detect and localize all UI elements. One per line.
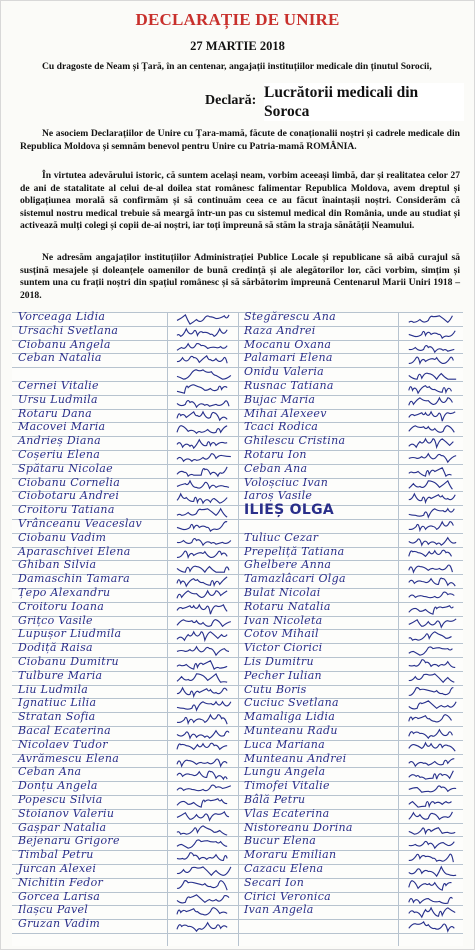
handwritten-signature (404, 410, 460, 423)
handwritten-signature (404, 341, 460, 354)
signatory-name: Ciobotaru Andrei (18, 489, 120, 503)
handwritten-signature (172, 727, 234, 740)
signatory-name: Bâlă Petru (244, 793, 306, 806)
handwritten-signature (404, 810, 460, 823)
signature-stroke (177, 619, 231, 626)
signatory-name: Raza Andrei (244, 323, 316, 337)
signature-stroke (177, 908, 227, 915)
signature-stroke (409, 618, 456, 626)
signature-stroke (409, 758, 455, 765)
signatory-name: Cutu Boris (244, 682, 307, 696)
signatory-name: Munteanu Andrei (244, 751, 347, 765)
declara-overlay-text: Lucrătorii medicali din Soroca (264, 83, 464, 121)
signature-stroke (409, 881, 452, 890)
signatory-name: Rotaru Ion (244, 448, 307, 461)
handwritten-signature (172, 341, 234, 354)
signatory-name: Rusnac Tatiana (244, 379, 334, 392)
signature-stroke (177, 577, 227, 586)
handwritten-signature (172, 437, 234, 450)
signature-stroke (177, 426, 227, 434)
signatory-name: Tcaci Rodica (244, 420, 319, 434)
signature-stroke (177, 759, 227, 766)
signature-stroke (409, 316, 453, 323)
signature-stroke (177, 494, 227, 503)
signatory-name: Cuciuc Svetlana (244, 696, 339, 710)
handwritten-signature (404, 479, 460, 492)
signature-stroke (177, 702, 231, 710)
handwritten-signature (404, 727, 460, 740)
signature-stroke (409, 411, 455, 420)
signature-stroke (177, 923, 227, 931)
signature-stroke (409, 480, 453, 488)
handwritten-signature (404, 741, 460, 754)
signature-stroke (177, 687, 227, 695)
signature-stroke (409, 701, 456, 709)
handwritten-signature (404, 837, 460, 850)
handwritten-signature (404, 658, 460, 671)
handwritten-signature (172, 617, 234, 630)
handwritten-signature (404, 782, 460, 795)
signature-stroke (409, 827, 455, 834)
signatory-name: Munteanu Radu (244, 724, 338, 737)
handwritten-signature (404, 354, 460, 367)
signature-stroke (409, 854, 454, 862)
handwritten-signature (404, 672, 460, 685)
handwritten-signature (172, 465, 234, 478)
signatory-name: Tuliuc Cezar (244, 530, 319, 544)
handwritten-signature (172, 548, 234, 561)
signatory-name: Bacal Ecaterina (18, 724, 111, 737)
signatory-name: Cernei Vitalie (18, 379, 99, 392)
signatory-name: Ciobanu Cornelia (18, 475, 121, 489)
signatory-name: Cazacu Elena (244, 862, 324, 875)
handwritten-signature (404, 603, 460, 616)
handwritten-signature (172, 534, 234, 547)
handwritten-signature (404, 327, 460, 340)
signatory-name: Victor Ciorici (244, 641, 323, 655)
signatory-name: Stegărescu Ana (244, 310, 337, 323)
signature-stroke (177, 480, 229, 487)
signature-stroke (177, 771, 227, 779)
signatory-name: Iaroș Vasile (244, 489, 313, 503)
signatory-name: Ursu Ludmila (18, 392, 98, 406)
handwritten-signature (172, 589, 234, 602)
handwritten-signature (404, 423, 460, 436)
signature-stroke (409, 398, 453, 405)
signatory-name: Andrieș Diana (18, 434, 101, 448)
signature-stroke (409, 687, 454, 695)
signature-stroke (409, 565, 453, 572)
signatory-name: Croitoru Ioana (18, 599, 105, 613)
signature-stroke (409, 538, 456, 545)
signature-stroke (177, 329, 227, 336)
signature-row (12, 353, 463, 368)
signatory-name: Timofei Vitalie (244, 779, 330, 793)
handwritten-signature (172, 423, 234, 436)
signatory-name: Mamaliga Lidia (244, 710, 336, 724)
document-title: DECLARAȚIE DE UNIRE (135, 10, 340, 29)
handwritten-signature (404, 630, 460, 643)
handwritten-signature (172, 755, 234, 768)
handwritten-signature (172, 313, 234, 326)
signatory-name: Bujac Maria (244, 392, 316, 406)
signatory-name: Liu Ludmila (18, 682, 89, 696)
signature-stroke (409, 550, 452, 556)
signature-stroke (177, 647, 229, 655)
signatory-name: Onidu Valeria (244, 365, 324, 379)
signature-stroke (177, 400, 229, 407)
signature-stroke (177, 840, 227, 848)
signature-stroke (409, 357, 454, 363)
signatory-name: Ilașcu Pavel (18, 903, 89, 917)
paragraph-3: Ne adresăm angajaților instituțiilor Administrației Publice Locale și republicane să aibă curajul să susțină mesajele și doleanțele oamenilor de bună credință și ale alegătorilor lor, căci vorbim, simțim și suntem una cu frații noștri din spațiul românesc și să sărbătorim împreună Centenarul Marii Uniri 1918 – 2018. (20, 252, 460, 301)
signature-stroke (409, 606, 454, 614)
signature-stroke (177, 538, 231, 545)
handwritten-signature (172, 603, 234, 616)
signatory-name: Mihai Alexeev (244, 406, 327, 420)
handwritten-signature (172, 506, 234, 519)
signature-stroke (177, 825, 227, 834)
handwritten-signature (404, 437, 460, 450)
signatory-name: Bulat Nicolai (244, 586, 321, 599)
signatory-name: Ivan Nicoleta (244, 613, 323, 627)
handwritten-signature (172, 410, 234, 423)
signature-stroke (409, 715, 452, 722)
handwritten-signature (404, 575, 460, 588)
handwritten-signature (172, 810, 234, 823)
signatory-name: Bejenaru Grigore (18, 834, 120, 848)
signatory-name: Mocanu Oxana (244, 337, 332, 351)
handwritten-signature (172, 382, 234, 395)
signatory-name: Dodiță Raisa (18, 641, 93, 655)
signature-stroke (409, 494, 455, 502)
signatory-name: Macovei Maria (18, 420, 106, 434)
handwritten-signature (404, 713, 460, 726)
signatory-name: Ursachi Svetlana (18, 323, 119, 337)
handwritten-signature (172, 492, 234, 505)
handwritten-signature (172, 354, 234, 367)
signatory-name: Palamari Elena (244, 351, 333, 365)
handwritten-signature (404, 534, 460, 547)
handwritten-signature (404, 465, 460, 478)
signature-stroke (177, 812, 229, 820)
signatory-name: Lis Dumitru (244, 655, 314, 668)
handwritten-signature (172, 906, 234, 919)
handwritten-signature (404, 589, 460, 602)
handwritten-signature (404, 617, 460, 630)
signatory-name: Jurcan Alexei (18, 862, 97, 875)
signatory-name: Secari Ion (244, 875, 305, 889)
signature-stroke (177, 591, 227, 598)
signatory-name: Cirici Veronica (244, 889, 332, 903)
signature-stroke (177, 356, 227, 363)
signatory-name: Moraru Emilian (244, 848, 337, 862)
signature-stroke (409, 386, 452, 393)
handwritten-signature (404, 699, 460, 712)
handwritten-signature (404, 548, 460, 561)
signatory-name: Prepeliță Tatiana (244, 544, 345, 558)
handwritten-signature (172, 782, 234, 795)
signature-stroke (409, 812, 453, 819)
handwritten-signature (172, 768, 234, 781)
signature-stroke (177, 454, 231, 462)
handwritten-signature (172, 520, 234, 533)
signature-stroke (177, 799, 227, 807)
document-date: 27 MARTIE 2018 (190, 39, 285, 53)
handwritten-signature (404, 396, 460, 409)
signature-stroke (177, 785, 231, 791)
signature-stroke (409, 331, 455, 338)
signatory-name: Tulbure Maria (18, 668, 103, 682)
signatory-name: Avrămescu Elena (18, 751, 120, 765)
signatory-name: Rotaru Dana (18, 406, 93, 420)
signatory-name: Ghilescu Cristina (244, 434, 346, 448)
handwritten-signature (172, 630, 234, 643)
signatory-name: Nicolaev Tudor (18, 737, 108, 751)
signatory-name: Ciobanu Dumitru (18, 655, 119, 668)
signatory-name: Stoianov Valeriu (18, 806, 115, 820)
signatory-name: Gașpar Natalia (18, 820, 107, 834)
signature-stroke (177, 343, 227, 350)
signatory-name: Luca Mariana (244, 737, 326, 751)
signature-stroke (177, 411, 227, 419)
handwritten-signature (172, 824, 234, 837)
handwritten-signature (172, 837, 234, 850)
intro-paragraph: Cu dragoste de Neam și Țară, în an centenar, angajații instituțiilor medicale din ținutul Sorocii, (42, 61, 432, 72)
handwritten-signature (172, 893, 234, 906)
signature-stroke (177, 632, 227, 640)
signatory-name: Ivan Angela (244, 903, 314, 917)
handwritten-signature (404, 768, 460, 781)
signatory-name: Spătaru Nicolae (18, 461, 113, 475)
handwritten-signature (172, 713, 234, 726)
handwritten-signature (404, 644, 460, 657)
handwritten-signature (404, 879, 460, 892)
handwritten-signature (404, 492, 460, 505)
signature-stroke (177, 867, 231, 875)
signature-stroke (409, 674, 455, 682)
signatory-name: Pecher Iulian (244, 668, 322, 682)
handwritten-signature (172, 699, 234, 712)
handwritten-signature (404, 920, 460, 933)
signature-stroke (177, 853, 227, 861)
signature-stroke (177, 674, 227, 682)
handwritten-signature (404, 451, 460, 464)
signature-sheet (12, 312, 463, 946)
signatory-name: Damaschin Tamara (18, 572, 131, 586)
handwritten-signature (172, 561, 234, 574)
signature-stroke (177, 894, 229, 902)
handwritten-signature (404, 851, 460, 864)
handwritten-signature (172, 672, 234, 685)
handwritten-signature (172, 479, 234, 492)
signatory-name: Lungu Angela (244, 765, 326, 779)
signatory-name: Vorceaga Lidia (18, 310, 106, 323)
signature-stroke (409, 373, 456, 379)
signatory-name: Tamazlâcari Olga (244, 572, 346, 586)
signature-stroke (409, 730, 453, 738)
signatory-name: Ciobanu Angela (18, 337, 111, 351)
handwritten-signature (172, 851, 234, 864)
signature-stroke (409, 345, 455, 352)
signature-stroke (409, 786, 456, 792)
signature-stroke (409, 743, 455, 751)
signature-stroke (409, 908, 455, 917)
handwritten-signature (172, 879, 234, 892)
handwritten-signature (404, 686, 460, 699)
signatory-name: Vrânceanu Veaceslav (18, 517, 143, 530)
handwritten-signature (172, 920, 234, 933)
signature-stroke (177, 715, 227, 724)
handwritten-signature (404, 506, 460, 519)
signatory-name: Popescu Silvia (18, 793, 103, 806)
signatory-name: Nichitin Fedor (18, 875, 104, 889)
signatory-name: Voloșciuc Ivan (244, 475, 329, 489)
signature-stroke (177, 661, 227, 669)
handwritten-signature (404, 796, 460, 809)
signature-stroke (409, 632, 452, 640)
handwritten-signature (404, 824, 460, 837)
signature-stroke (409, 468, 452, 476)
signatory-name: Țepo Alexandru (18, 586, 111, 599)
declara-label: Declară: (205, 93, 257, 108)
handwritten-signature (404, 368, 460, 381)
handwritten-signature (172, 368, 234, 381)
signatory-name: Cotov Mihail (244, 627, 319, 641)
signature-stroke (177, 567, 229, 573)
handwritten-signature (404, 382, 460, 395)
signature-stroke (177, 551, 227, 557)
handwritten-signature (172, 796, 234, 809)
signatory-name: Lupușor Liudmila (18, 627, 122, 641)
handwritten-signature (172, 644, 234, 657)
signature-stroke (409, 842, 455, 849)
signature-row (12, 919, 463, 934)
signature-stroke (409, 439, 454, 447)
signatory-name: Gorcea Larisa (18, 889, 101, 903)
signature-stroke (177, 522, 227, 532)
signatory-name: ILIEȘ OLGA (244, 502, 335, 519)
signature-stroke (409, 509, 455, 517)
handwritten-signature (404, 893, 460, 906)
signature-stroke (177, 743, 227, 749)
signature-stroke (177, 605, 227, 614)
signature-stroke (177, 385, 227, 393)
handwritten-signature (172, 451, 234, 464)
signatory-name: Ignatiuc Lilia (18, 696, 97, 710)
signature-stroke (409, 578, 455, 586)
paragraph-1: Ne asociem Declarațiilor de Unire cu Țara-mamă, făcute de conaționalii noștri și cadrele medicale din Republica Moldova și semnăm benevol pentru Unire cu Patria-mamă ROMÂNIA. (20, 128, 460, 152)
signatory-name: Donțu Angela (18, 779, 98, 793)
signature-stroke (409, 454, 456, 462)
signature-stroke (177, 370, 231, 379)
signatory-name: Rotaru Natalia (244, 599, 331, 613)
signatory-name: Ciobanu Vadim (18, 530, 107, 544)
signature-stroke (409, 802, 452, 808)
handwritten-signature (404, 313, 460, 326)
signatory-name: Timbal Petru (18, 848, 94, 862)
signatory-name: Ghelbere Anna (244, 558, 332, 572)
handwritten-signature (172, 575, 234, 588)
handwritten-signature (172, 686, 234, 699)
signatory-name: Vlas Ecaterina (244, 806, 330, 820)
handwritten-signature (172, 327, 234, 340)
signatory-name: Stratan Sofia (18, 710, 96, 724)
handwritten-signature (172, 658, 234, 671)
signature-stroke (177, 467, 227, 476)
signature-stroke (177, 880, 227, 890)
signature-stroke (409, 522, 454, 531)
signature-stroke (409, 922, 455, 931)
handwritten-signature (404, 906, 460, 919)
handwritten-signature (404, 755, 460, 768)
signatory-name: Gruzan Vadim (18, 917, 101, 931)
signatory-name: Ceban Ana (18, 765, 82, 779)
signature-stroke (177, 315, 229, 324)
signature-stroke (409, 660, 455, 668)
signature-stroke (177, 731, 229, 738)
signatory-name: Aparaschivei Elena (18, 544, 131, 558)
signatory-name: Coșeriu Elena (18, 448, 101, 461)
handwritten-signature (404, 865, 460, 878)
signature-stroke (409, 647, 453, 655)
signatory-name: Bucur Elena (244, 834, 317, 848)
declara-row (0, 83, 475, 127)
signature-stroke (177, 440, 227, 448)
signature-stroke (177, 509, 227, 517)
signatory-name: Ghiban Silvia (18, 558, 97, 572)
handwritten-signature (172, 865, 234, 878)
handwritten-signature (172, 741, 234, 754)
signature-stroke (409, 592, 455, 598)
signatory-name: Croitoru Tatiana (18, 503, 115, 517)
signatory-name: Nistoreanu Dorina (244, 820, 353, 834)
handwritten-signature (404, 520, 460, 533)
signature-stroke (409, 426, 455, 433)
signature-stroke (409, 867, 456, 876)
handwritten-signature (404, 561, 460, 574)
signatory-name: Ceban Ana (244, 461, 308, 475)
signature-stroke (409, 771, 454, 779)
signature-stroke (409, 897, 453, 903)
signatory-name: Ceban Natalia (18, 351, 102, 365)
signatory-name: Grițco Vasile (18, 613, 93, 627)
paragraph-2: În virtutea adevărului istoric, că suntem același neam, vorbim aceeași limbă, dar și realitatea celor 27 de ani de statalitate al celui de-al doilea stat românesc falimentar Republica Moldova, avem dreptul și obligațiunea morală să confirmăm și să continuăm ceea ce au făcut înaintașii noștri. Considerăm că sistemul nostru medical trebuie să meargă într-un pas cu sistemul medical din România, unde au studiat și activează mulți colegi și copii de-ai noștri, iar toți împreună să stăm la straja sănătății Neamului. (20, 170, 460, 232)
handwritten-signature (172, 396, 234, 409)
